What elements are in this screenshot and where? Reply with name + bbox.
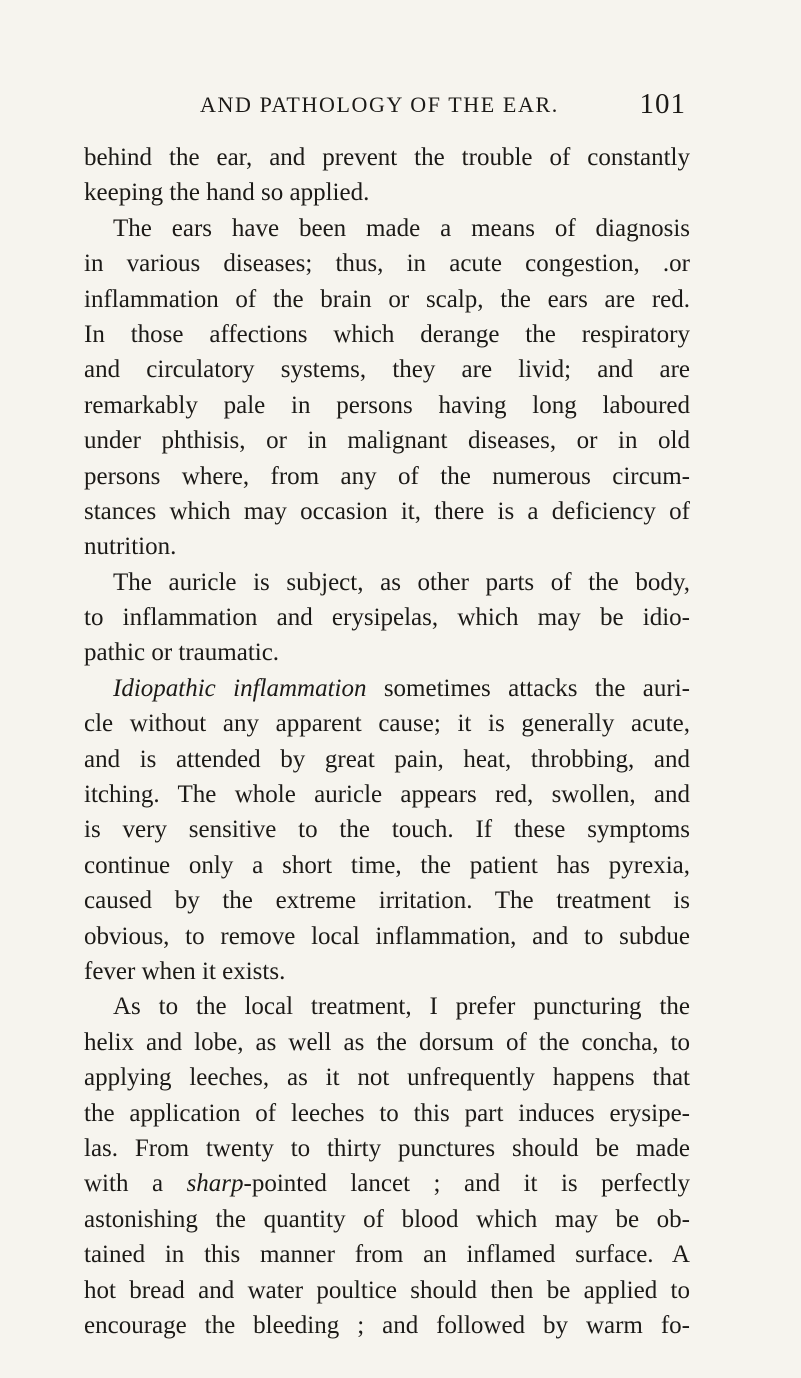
running-title: AND PATHOLOGY OF THE EAR. (200, 92, 559, 117)
text-line: continue only a short time, the patient has pyrexia, (84, 851, 690, 879)
text-line: encourage the bleeding ; and followed by warm fo- (84, 1311, 690, 1339)
text-line: The auricle is subject, as other parts of the body, (113, 568, 690, 596)
text-line: persons where, from any of the numerous circum- (84, 462, 690, 490)
text-fragment: with a (84, 1170, 187, 1198)
italic-term: Idiopathic inflammation (113, 674, 367, 702)
text-line: In those affections which derange the respiratory (84, 320, 690, 348)
text-line: fever when it exists. (84, 957, 286, 985)
text-line: keeping the hand so applied. (84, 179, 370, 207)
body-text (84, 140, 690, 1343)
running-head (150, 88, 686, 132)
text-line: nutrition. (84, 533, 177, 561)
text-line: cle without any apparent cause; it is generally acute, (84, 710, 690, 738)
text-fragment: -pointed lancet ; and it is perfectly (243, 1170, 690, 1198)
text-line: behind the ear, and prevent the trouble of constantly (84, 144, 690, 171)
text-line: applying leeches, as it not unfrequently happens that (84, 1064, 690, 1092)
text-line: hot bread and water poultice should then be applied to (84, 1276, 690, 1304)
text-line: las. From twenty to thirty punctures should be made (84, 1134, 690, 1162)
text-line: and circulatory systems, they are livid; and are (84, 356, 690, 384)
page-number: 101 (639, 88, 686, 120)
text-line: astonishing the quantity of blood which may be ob- (84, 1205, 690, 1233)
text-line (84, 671, 690, 706)
text-line: is very sensitive to the touch. If these symptoms (84, 816, 690, 844)
text-line: the application of leeches to this part induces erysipe- (84, 1099, 690, 1127)
text-line: As to the local treatment, I prefer puncturing the (113, 993, 690, 1021)
text-line: pathic or traumatic. (84, 639, 280, 667)
text-line (84, 1166, 690, 1201)
text-line: obvious, to remove local inflammation, and to subdue (84, 922, 690, 950)
text-line: under phthisis, or in malignant diseases, or in old (84, 427, 690, 455)
text-line: and is attended by great pain, heat, throbbing, and (84, 745, 690, 773)
text-line: caused by the extreme irritation. The treatment is (84, 887, 690, 915)
text-line: to inflammation and erysipelas, which may be idio- (84, 604, 690, 632)
text-fragment: sometimes attacks the auri- (366, 674, 690, 702)
text-line: stances which may occasion it, there is a deficiency of (84, 497, 690, 525)
text-line: helix and lobe, as well as the dorsum of the concha, to (84, 1028, 690, 1056)
text-line: inflammation of the brain or scalp, the ears are red. (84, 285, 690, 313)
italic-term: sharp (186, 1170, 244, 1198)
text-line: in various diseases; thus, in acute congestion, .or (84, 250, 690, 278)
text-line: tained in this manner from an inflamed surface. A (84, 1241, 690, 1269)
text-line: The ears have been made a means of diagnosis (113, 214, 690, 242)
text-line: remarkably pale in persons having long laboured (84, 391, 690, 419)
text-line: itching. The whole auricle appears red, swollen, and (84, 781, 690, 809)
